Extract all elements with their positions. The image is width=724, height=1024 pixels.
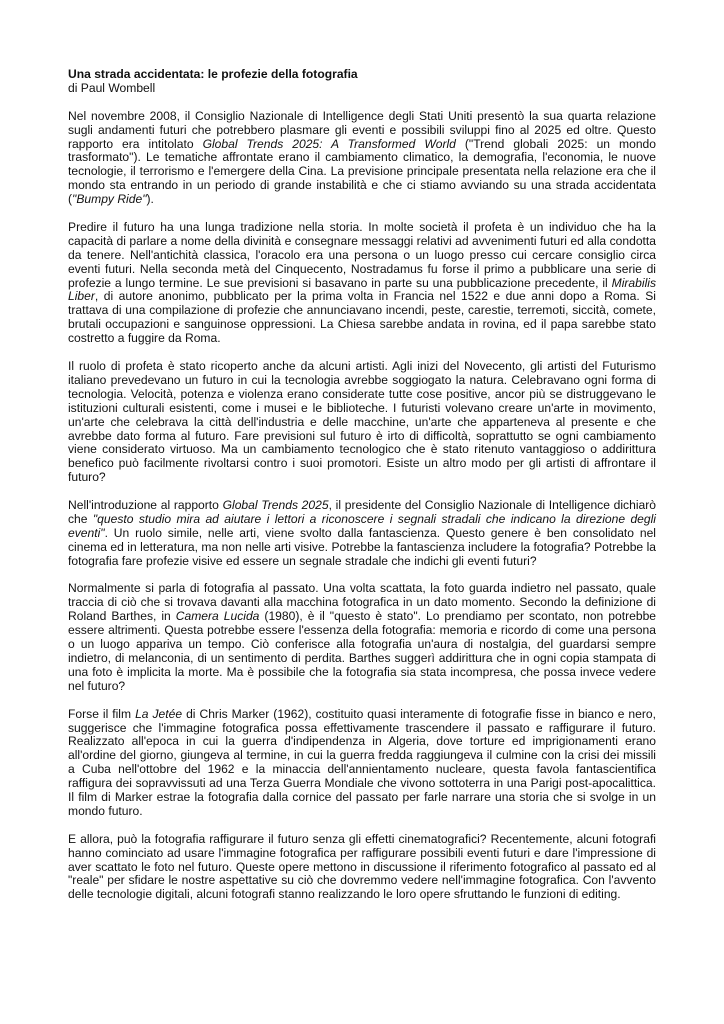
italic-text: Camera Lucida [175, 609, 260, 624]
paragraph-text: Il ruolo di profeta è stato ricoperto anche da alcuni artisti. Agli inizi del Novecento, gli artisti del Futurismo italiano prevedevano un futuro in cui la tecnologia avrebbe soggiogato la natura. Celebravano ogni forma di tecnologia. Velocità, potenza e violenza erano considerate tutte cose positive, ancor più se distruggevano le istituzioni culturali esistenti, come i musei e le biblioteche. I futuristi volevano creare un'arte in movimento, un'arte che celebrava la città dell'industria e delle macchine, un'arte che apparteneva al presente e che avrebbe dato forma al futuro. Fare previsioni sul futuro è irto di difficoltà, soprattutto se ogni cambiamento viene considerato virtuoso. Ma un cambiamento tecnologico che è stato ritenuto vantaggioso o addirittura benefico può facilmente rivoltarsi contro i suoi promotori. Esiste un altro modo per gli artisti di affrontare il futuro? [68, 358, 656, 485]
italic-text: "Bumpy Ride" [72, 192, 147, 207]
italic-text: "questo studio mira ad aiutare i lettori a riconoscere i segnali stradali che indicano la direzione degli eventi" [68, 511, 656, 540]
paragraph-text: E allora, può la fotografia raffigurare il futuro senza gli effetti cinematografici? Recentemente, alcuni fotografi hanno cominciato ad usare l'immagine fotografica per raffigurare possibili eventi futuri e dare l'impressione di aver scattato le foto nel futuro. Queste opere mettono in discussione il riferimento fotografico al passato ed al "reale" per sfidare le nostre aspettative su ciò che dovremmo vedere nell'immagine fotografica. Con l'avvento delle tecnologie digitali, alcuni fotografi stanno realizzando le loro opere sfruttando le funzioni di editing. [68, 831, 656, 902]
paragraph-text: Nel novembre 2008, il Consiglio Nazionale di Intelligence degli Stati Uniti presentò la sua quarta relazione sugli andamenti futuri che potrebbero plasmare gli eventi e possibili sviluppi fino al 2025 ed oltre. Questo rapporto era intitolato [68, 108, 656, 151]
paragraph [68, 110, 656, 207]
paragraph-text: . Un ruolo simile, nelle arti, viene svolto dalla fantascienza. Questo genere è ben consolidato nel cinema ed in letteratura, ma non nelle arti visive. Potrebbe la fantascienza includere la fotografia? Potrebbe la fotografia fare profezie visive ed essere un segnale stradale che indichi gli eventi futuri? [68, 525, 656, 568]
paragraph-text: Forse il film [68, 706, 136, 721]
document-title: Una strada accidentata: le profezie della fotografia [68, 67, 358, 81]
paragraph-text: di Chris Marker (1962), costituito quasi interamente di fotografie fisse in bianco e nero, suggerisce che l'immagine fotografica possa effettivamente trascendere il passato e raffigurare il futuro. Realizzato all'epoca in cui la guerra d'indipendenza in Algeria, dove torture ed imprigionamenti erano all'ordine del giorno, giungeva al termine, in cui la guerra fredda raggiungeva il culmine con la crisi dei missili a Cuba nell'ottobre del 1962 e la minaccia dell'annientamento nucleare, questa favola fantascientifica raffigura dei sopravvissuti ad una Terza Guerra Mondiale che vivono sottoterra in una Parigi post-apocalittica. Il film di Marker estrae la fotografia dalla cornice del passato per farle narrare una storia che si svolge in un mondo futuro. [68, 706, 656, 818]
italic-text: Global Trends 2025 [222, 498, 329, 513]
paragraph-text: Nell'introduzione al rapporto [68, 498, 223, 513]
italic-text: La Jetée [135, 706, 183, 721]
paragraph [68, 582, 656, 693]
italic-text: Mirabilis Liber [68, 275, 656, 304]
paragraph-text: Predire il futuro ha una lunga tradizione nella storia. In molte società il profeta è un individuo che ha la capacità di parlare a nome della divinità e consegnare messaggi relativi ad avvenimenti futuri ed alla condotta da tenere. Nell'antichità classica, l'oracolo era una persona o un luogo presso cui cercare consiglio circa eventi futuri. Nella seconda metà del Cinquecento, Nostradamus fu forse il primo a pubblicare una serie di profezie a lungo termine. Le sue previsioni si basavano in parte su una pubblicazione precedente, il [68, 219, 656, 290]
paragraph-text: (1980), è il "questo è stato". Lo prendiamo per scontato, non potrebbe essere altrimenti. Questa potrebbe essere l'essenza della fotografia: memoria e ricordo di come una persona o un luogo appariva un tempo. Ciò conferisce alla fotografia un'aura di nostalgia, del guardarsi sempre indietro, di melanconia, di un sentimento di perdita. Barthes suggerì addirittura che in ogni copia stampata di una foto è implicita la morte. Ma è possibile che la fotografia sia stata incompresa, che possa invece vedere nel futuro? [68, 609, 657, 693]
paragraph [68, 708, 656, 819]
paragraph [68, 499, 656, 569]
italic-text: Global Trends 2025: A Transformed World [202, 136, 456, 151]
document-body [68, 110, 656, 903]
paragraph-text: ("Trend globali 2025: un mondo trasformato"). Le tematiche affrontate erano il cambiamento climatico, la demografia, l'economia, le nuove tecnologie, il terrorismo e l'emergere della Cina. La previsione principale presentata nella relazione era che il mondo sta entrando in un periodo di grande instabilità e che ci stiamo avviando su una strada accidentata ( [68, 136, 656, 207]
paragraph-text: , il presidente del Consiglio Nazionale di Intelligence dichiarò che [68, 498, 656, 526]
paragraph-text: , di autore anonimo, pubblicato per la prima volta in Francia nel 1522 e due anni dopo a Roma. Si trattava di una compilazione di profezie che annunciavano incendi, peste, carestie, terremoti, siccità, comete, brutali occupazioni e sanguinose oppressioni. La Chiesa sarebbe andata in rovina, ed il papa sarebbe stato costretto a fuggire da Roma. [68, 289, 656, 346]
paragraph-text: Normalmente si parla di fotografia al passato. Una volta scattata, la foto guarda indietro nel passato, quale traccia di ciò che si trovava davanti alla macchina fotografica in un dato momento. Secondo la definizione di Roland Barthes, in [68, 581, 656, 624]
paragraph [68, 221, 656, 346]
paragraph [68, 360, 656, 485]
document-author: di Paul Wombell [68, 80, 156, 95]
paragraph-text: ). [146, 192, 154, 207]
paragraph [68, 833, 656, 903]
